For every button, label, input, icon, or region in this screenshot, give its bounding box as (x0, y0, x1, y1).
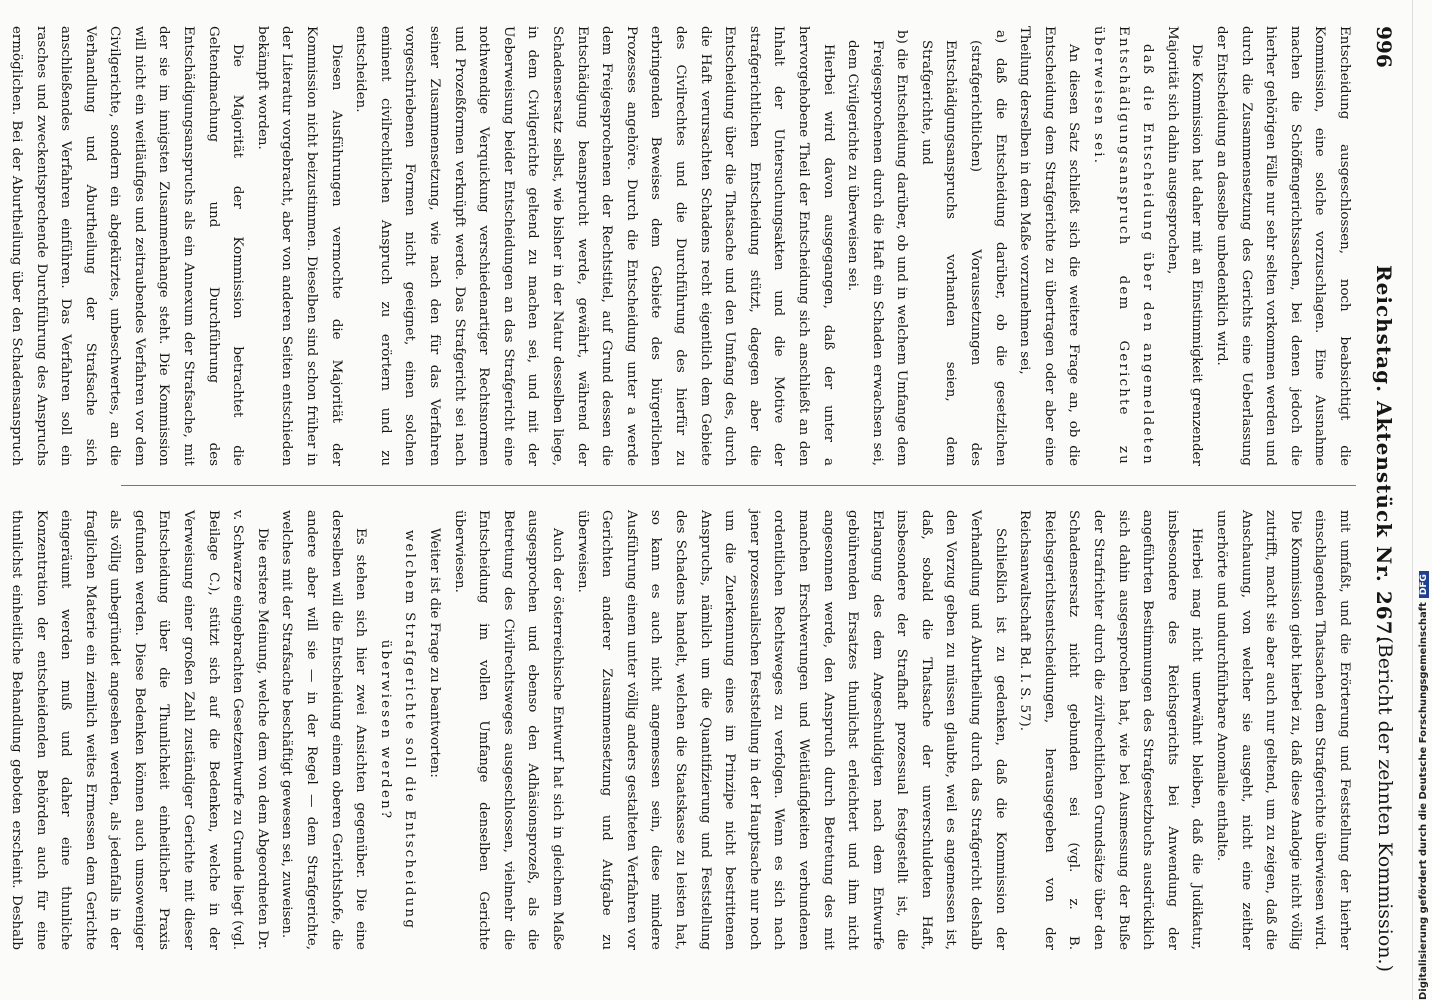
paragraph: Die erstere Meinung, welche dem von dem Abgeordneten Dr. v. Schwarze eingebrachten Gesetzentwurfe zu Grunde liegt (vgl. Beilage C.), stützt sich auf die Bedenken, welche in der Verweisung einer großen Zahl zuständiger Gerichte mit dieser Entscheidung über die Thunlichkeit einheitlicher Praxis gefunden werden. Diese Bedenken können auch umsoweniger als völlig unbegründet angesehen werden, als jedenfalls in der fraglichen Materie ein ziemlich weites Ermessen dem Gerichte eingeräumt werden muß und daher eine thunliche Konzentration der entscheidenden Behörden auch für eine thunlichst einheitliche Behandlung geboten erscheint. Deshalb (8, 510, 270, 950)
left-column (8, 26, 1356, 466)
list-item: b) die Entscheidung darüber, ob und in welchem Umfange dem Freigesprochenen durch die Haft ein Schaden erwachsen sei, dem Civilgerichte zu überweisen sei. (845, 30, 910, 466)
paragraph: Schließlich ist zu gedenken, daß die Kommission der Verhandlung und Aburtheilung durch das Strafgericht deshalb den Vorzug geben zu müssen glaubte, weil es angemessen ist, daß, sobald die Thatsache der unverschuldeten Haft, insbesondere der Strafhaft prozessual festgestellt ist, die Erlangung des dem Angeschuldigten nach dem Entwurfe gebührenden Ersatzes thunlichst erleichtert und ihm nicht angesonnen werde, den Anspruch durch Betretung des mit manchen Erschwerungen und Weitläufigkeiten verbundenen ordentlichen Rechtsweges zu verfolgen. Wenn es sich nach jener prozessualischen Feststellung in der Hauptsache nur noch um die Zuerkennung eines im Prinzipe nicht bestrittenen Anspruchs, nämlich um die Quantifizierung und Feststellung des Schadens handelt, welchen die Staatskasse zu leisten hat, so kann es auch nicht angemessen sein, diese mindere Ausführung einem unter völlig anders gestalteten Verfahren vor Gerichten anderer Zusammensetzung und Aufgabe zu überweisen. (574, 510, 1008, 950)
paragraph: Die Majorität der Kommission betrachtet die Geltendmachung und Durchführung des Entschädigungsanspruchs als ein Annexum der Strafsache, mit der sie im innigsten Zusammenhange steht. Die Kommission will nicht ein weitläufiges und zeitraubendes Verfahren vor dem Civilgerichte, sondern ein abgekürztes, unbeschwertes, an die Verhandlung und Aburtheilung der Strafsache sich anschließendes Verfahren einführen. Das Verfahren soll ein rasches und zweckentsprechende Durchführung des Anspruchs ermöglichen. Bei der Aburtheilung über den Schadensanspruch (8, 26, 246, 466)
paragraph: Hierbei mag nicht unerwähnt bleiben, daß die Judikatur, insbesondere des Reichsgerichts bei Anwendung der angeführten Bestimmungen des Strafgesetzbuchs ausdrücklich sich dahin ausgesprochen hat, wie bei Ausmessung der Buße der Strafrichter durch die zivilrechtlichen Grundsätze über den Schadensersatz nicht gebunden sei (vgl. z. B. Reichsgerichtsentscheidungen, herausgegeben von der Reichsanwaltschaft Bd. I. S. 57). (1017, 510, 1205, 950)
paragraph: Es stehen sich hier zwei Ansichten gegenüber. Die eine derselben will die Entscheidung einem oberen Gerichtshofe, die andere aber will sie — in der Regel — dem Strafgerichte, welches mit der Strafsache beschäftigt gewesen sei, zuweisen. (279, 510, 369, 950)
paragraph: Die Kommission hat daher mit an Einstimmigkeit grenzender Majorität sich dahin ausgesprochen, (1164, 26, 1205, 466)
paragraph: Diesen Ausführungen vermochte die Majorität der Kommission nicht beizustimmen. Dieselben sind schon früher in der Literatur vorgebracht, aber von anderen Seiten entschieden bekämpft worden. (254, 26, 344, 466)
paragraph-emphasis: welchem Strafgerichte soll die Entscheidung überwiesen werden? (377, 529, 418, 931)
page-header (1364, 20, 1400, 980)
dfg-logo: DFG (1419, 571, 1429, 598)
rotated-page-content (8, 20, 1400, 980)
scan-edge (1412, 0, 1413, 1000)
digitization-credit (1418, 571, 1429, 1000)
page-number: 996 (1372, 26, 1396, 68)
list-item: a) daß die Entscheidung darüber, ob die gesetzlichen (strafgerichtlichen) Voraussetzungen des Entschädigungsanspruchs vorhanden seien, dem Strafgerichte, und (918, 30, 1008, 466)
paragraph: Weiter ist die Frage zu beantworten: (427, 528, 443, 778)
paragraph: Entscheidung ausgeschlossen, noch beabsichtigt die Kommission, eine solche vorzuschlagen. Eine Ausnahme machen die Schöffengerichtssachen, bei denen jedoch die hierher gehörigen Fälle nur sehr selten vorkommen werden und durch die Zusammensetzung des Gerichts eine Ueberlassung der Entscheidung an dasselbe unbedenklich wird. (1214, 26, 1352, 466)
paragraph: Auch der österreichische Entwurf hat sich in gleichem Maße ausgesprochen und ebenso den Adhäsionsprozeß, als die Betretung des Civilrechtsweges ausgeschlossen, vielmehr die Entscheidung im vollen Umfange denselben Gerichte überwiesen. (451, 510, 565, 950)
right-column (8, 510, 1356, 950)
page-title: Reichstag. Aktenstück Nr. 267. (1372, 265, 1396, 644)
paragraph: An diesen Satz schließt sich die weitere Frage an, ob die Entscheidung dem Strafgerichte zu übertragen oder aber eine Theilung derselben in dem Maße vorzunehmen sei, (1017, 26, 1082, 466)
paragraph-emphasis: daß die Entscheidung über den angemeldeten Entschädigungsanspruch dem Gerichte zu überweisen sei. (1091, 26, 1156, 466)
column-divider (121, 485, 1356, 486)
page-subtitle: (Bericht der zehnten Kommission.) (1374, 636, 1396, 972)
paragraph: Hierbei wird davon ausgegangen, daß der unter a hervorgehobene Theil der Entscheidung sich anschließt an den Inhalt der Untersuchungsakten und die Motive der strafgerichtlichen Entscheidung stützt, dagegen aber die Entscheidung über die Thatsache und den Umfang des, durch die Haft verursachten Schadens recht eigentlich dem Gebiete des Civilrechtes und die Durchführung des hierfür zu erbringenden Beweises dem Gebiete des bürgerlichen Prozesses angehöre. Durch die Entscheidung unter a werde dem Freigesprochenen der Rechtstitel, auf Grund dessen die Entschädigung beansprucht werde, gewährt, während der Schadensersatz selbst, wie bisher in der Natur desselben liege, in dem Civilgerichte geltend zu machen sei, und mit der Ueberweisung beider Entscheidungen an das Strafgericht eine nothwendige Verquickung verschiedenartiger Rechtsnormen und Prozeßformen verknüpft werde. Das Strafgericht sei nach seiner Zusammensetzung, wie nach den für das Verfahren vorgeschriebenen Formen nicht geeignet, einen solchen eminent civilrechtlichen Anspruch zu erörtern und zu entscheiden. (353, 26, 836, 466)
credit-text: Digitalisierung gefördert durch die Deutsche Forschungsgemeinschaft (1418, 602, 1429, 1000)
paragraph: mit umfaßt, und die Erörterung und Feststellung der hierher einschlagenden Thatsachen dem Strafgerichte überwiesen wird. Die Kommission giebt hierbei zu, daß diese Analogie nicht völlig zutrifft, macht sie aber auch nur geltend, um zu zeigen, daß die Anschauung, von welcher sie ausgeht, nicht eine zeither unerhörte und undurchführbare Anomalie enthalte. (1214, 510, 1352, 950)
